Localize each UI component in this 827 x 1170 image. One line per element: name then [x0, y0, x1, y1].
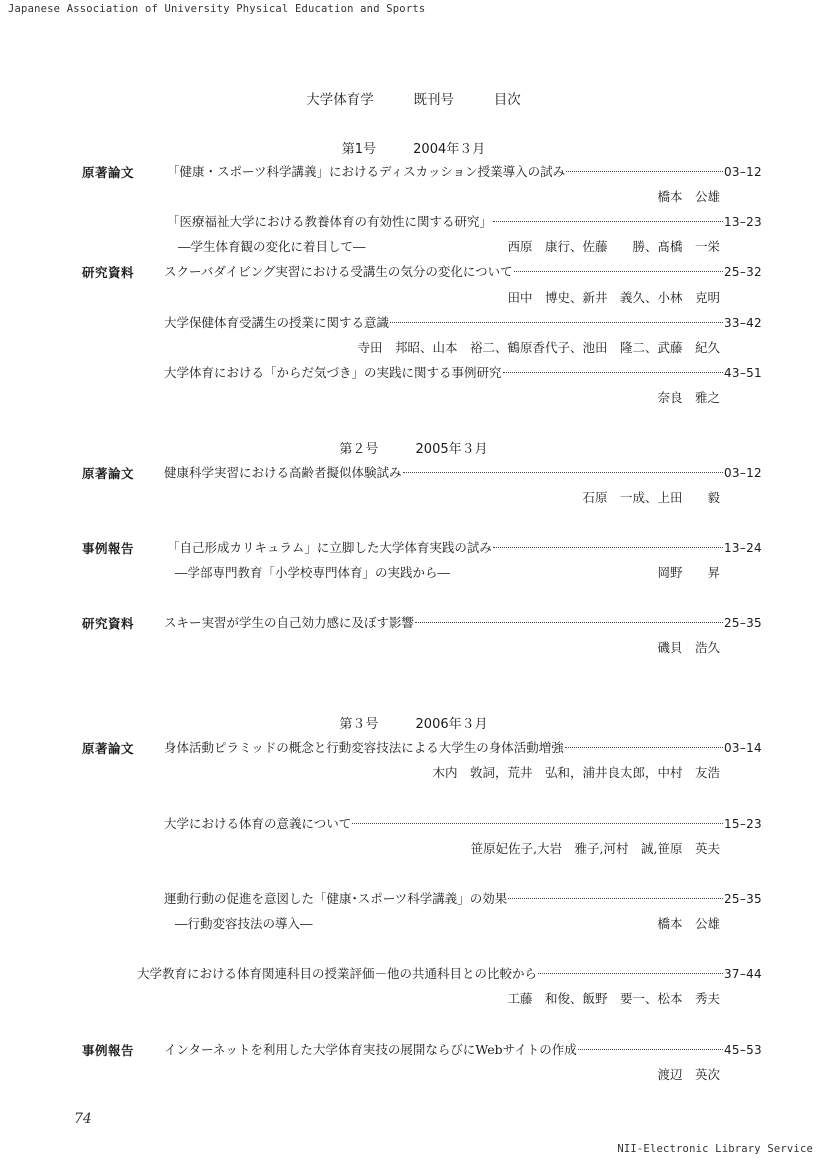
category-label: 研究資料 [82, 616, 135, 631]
leader-dots [514, 271, 723, 272]
entry-authors: 工藤 和俊、飯野 要一、松本 秀夫 [507, 991, 720, 1006]
toc-entry[interactable] [167, 162, 762, 180]
entry-pages: 15–23 [723, 817, 762, 831]
leader-dots [493, 221, 723, 222]
leader-dots [565, 747, 723, 748]
issue-heading: 第２号 2005年３月 [339, 442, 488, 457]
toc-entry[interactable] [164, 1040, 762, 1058]
entry-authors: 岡野 昇 [657, 565, 720, 580]
entry-authors: 奈良 雅之 [657, 390, 720, 405]
page-title: 大学体育学 既刊号 目次 [306, 92, 521, 108]
leader-dots [415, 622, 723, 623]
category-label: 原著論文 [82, 741, 135, 756]
entry-subtitle: ―学生体育観の変化に着目して― [178, 239, 366, 254]
entry-authors: 橋本 公雄 [657, 916, 720, 931]
entry-title: インターネットを利用した大学体育実技の展開ならびにWebサイトの作成 [164, 1042, 577, 1057]
issue-heading: 第３号 2006年３月 [339, 717, 488, 732]
category-label: 原著論文 [82, 165, 135, 180]
entry-authors: 石原 一成、上田 毅 [582, 490, 720, 505]
toc-entry[interactable] [164, 613, 762, 631]
leader-dots [403, 472, 723, 473]
entry-authors: 渡辺 英次 [657, 1067, 720, 1082]
leader-dots [508, 898, 723, 899]
leader-dots [578, 1049, 723, 1050]
toc-entry[interactable] [167, 538, 762, 556]
category-label: 研究資料 [82, 265, 135, 280]
entry-title: 健康科学実習における高齢者擬似体験試み [164, 465, 402, 480]
entry-authors: 木内 敦詞，荒井 弘和，浦井良太郎，中村 友浩 [432, 765, 720, 780]
toc-entry[interactable] [164, 738, 762, 756]
entry-title: 大学保健体育受講生の授業に関する意識 [164, 315, 390, 330]
toc-entry[interactable] [164, 463, 762, 481]
toc-entry[interactable] [164, 889, 762, 907]
entry-title: 大学教育における体育関連科目の授業評価－他の共通科目との比較から [137, 966, 538, 981]
category-label: 事例報告 [82, 1043, 135, 1058]
entry-pages: 03–12 [723, 466, 762, 480]
entry-pages: 03–14 [723, 741, 762, 755]
entry-pages: 33–42 [723, 316, 762, 330]
entry-pages: 13–23 [723, 215, 762, 229]
entry-title: 身体活動ピラミッドの概念と行動変容技法による大学生の身体活動増強 [164, 740, 564, 755]
leader-dots [493, 547, 723, 548]
entry-title: 大学における体育の意義について [164, 816, 352, 831]
toc-entry[interactable] [164, 262, 762, 280]
entry-authors: 西原 康行、佐藤 勝、髙橋 一栄 [507, 239, 720, 254]
entry-title: スクーバダイビング実習における受講生の気分の変化について [164, 264, 513, 279]
entry-pages: 45–53 [723, 1043, 762, 1057]
entry-title: スキー実習が学生の自己効力感に及ぼす影響 [164, 615, 415, 630]
toc-entry[interactable] [164, 313, 762, 331]
entry-pages: 25–32 [723, 265, 762, 279]
entry-pages: 25–35 [723, 616, 762, 630]
entry-title: 「健康・スポーツ科学講義」におけるディスカッション授業導入の試み [167, 164, 566, 179]
toc-entry[interactable] [164, 363, 762, 381]
entry-pages: 25–35 [723, 892, 762, 906]
entry-title: 「自己形成カリキュラム」に立脚した大学体育実践の試み [167, 540, 492, 555]
entry-subtitle: ―学部専門教育「小学校専門体育」の実践から― [175, 565, 451, 580]
entry-pages: 13–24 [723, 541, 762, 555]
entry-authors: 磯貝 浩久 [657, 640, 720, 655]
entry-title: 「医療福祉大学における教養体育の有効性に関する研究」 [167, 214, 493, 229]
archive-footer: NII-Electronic Library Service [617, 1143, 813, 1155]
archive-header: Japanese Association of University Physical Education and Sports [8, 3, 426, 15]
entry-pages: 43–51 [723, 366, 762, 380]
category-label: 事例報告 [82, 541, 135, 556]
category-label: 原著論文 [82, 466, 135, 481]
leader-dots [390, 322, 723, 323]
toc-entry[interactable] [164, 814, 762, 832]
entry-authors: 寺田 邦昭、山本 裕二、鶴原香代子、池田 隆二、武藤 紀久 [357, 340, 720, 355]
entry-title: 運動行動の促進を意図した「健康･スポーツ科学講義」の効果 [164, 891, 508, 906]
toc-entry[interactable] [137, 964, 762, 982]
issue-heading: 第1号 2004年３月 [341, 142, 486, 157]
leader-dots [503, 372, 723, 373]
leader-dots [566, 171, 723, 172]
entry-subtitle: ―行動変容技法の導入― [175, 916, 313, 931]
entry-authors: 橋本 公雄 [657, 189, 720, 204]
page-number: 74 [74, 1111, 92, 1127]
entry-authors: 笹原妃佐子,大岩 雅子,河村 誠,笹原 英夫 [470, 841, 720, 856]
toc-entry[interactable] [167, 212, 762, 230]
leader-dots [352, 823, 723, 824]
leader-dots [538, 973, 723, 974]
entry-title: 大学体育における「からだ気づき」の実践に関する事例研究 [164, 365, 502, 380]
entry-pages: 37–44 [723, 967, 762, 981]
entry-authors: 田中 博史、新井 義久、小林 克明 [507, 290, 720, 305]
entry-pages: 03–12 [723, 165, 762, 179]
